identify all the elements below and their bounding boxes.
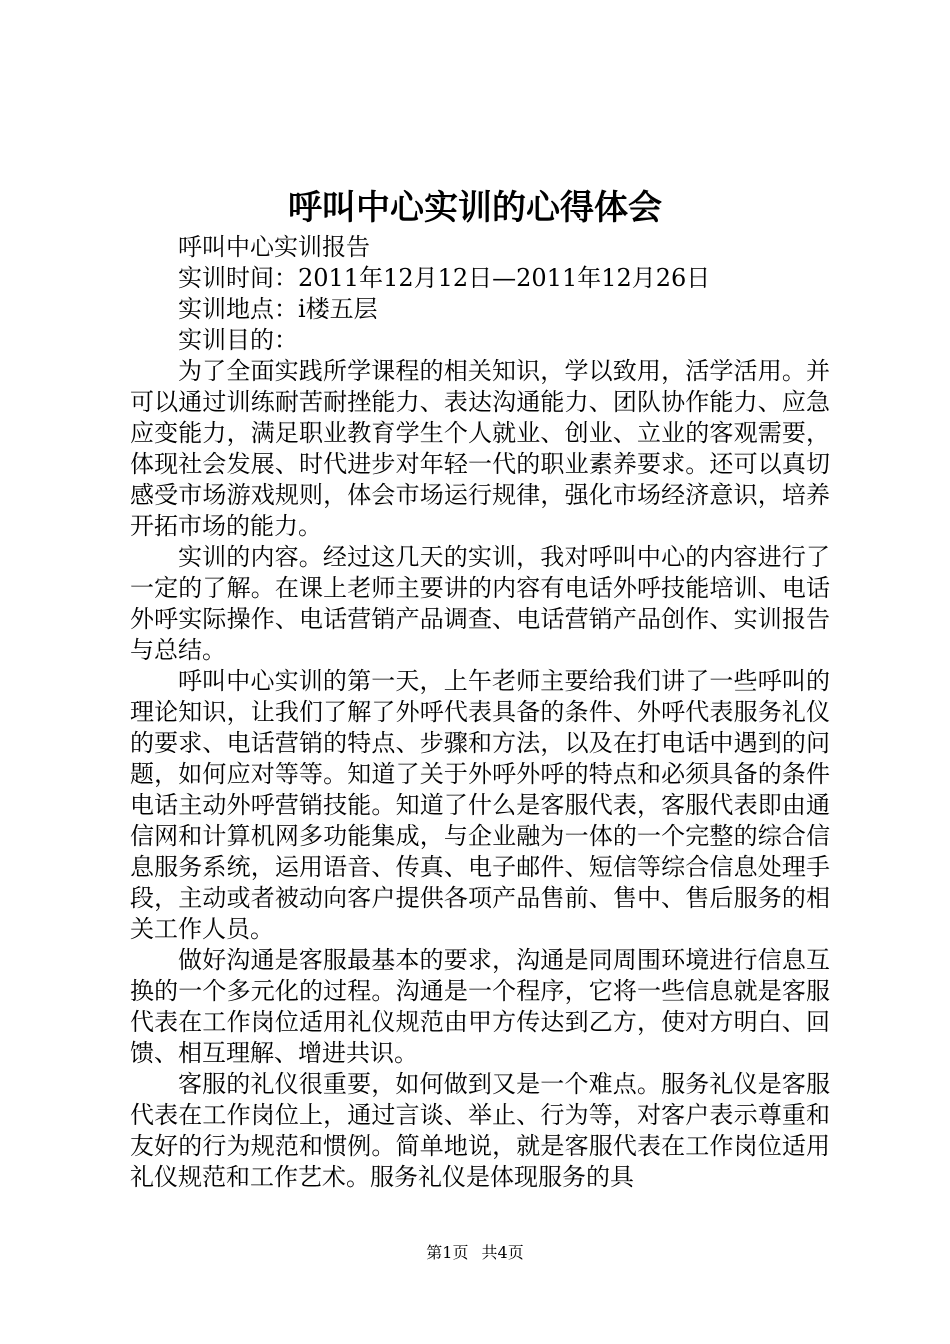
page-total: 共4页 (481, 1243, 524, 1262)
paragraph-etiquette: 客服的礼仪很重要，如何做到又是一个难点。服务礼仪是客服代表在工作岗位上，通过言谈、举止、行为等，对客户表示尊重和友好的行为规范和惯例。简单地说，就是客服代表在工作岗位适用礼仪规范和工作艺术。服务礼仪是体现服务的具 (130, 1070, 830, 1191)
paragraph-communication: 做好沟通是客服最基本的要求，沟通是同周围环境进行信息互换的一个多元化的过程。沟通是一个程序，它将一些信息就是客服代表在工作岗位适用礼仪规范由甲方传达到乙方，使对方明白、回馈、相互理解、增进共识。 (130, 946, 830, 1067)
paragraph-training-location: 实训地点：i楼五层 (178, 295, 378, 323)
paragraph-training-time: 实训时间：2011年12月12日—2011年12月26日 (178, 264, 711, 292)
paragraph-purpose: 为了全面实践所学课程的相关知识，学以致用，活学活用。并可以通过训练耐苦耐挫能力、表达沟通能力、团队协作能力、应急应变能力，满足职业教育学生个人就业、创业、立业的客观需要，体现社会发展、时代进步对年轻一代的职业素养要求。还可以真切感受市场游戏规则，体会市场运行规律，强化市场经济意识，培养开拓市场的能力。 (130, 357, 830, 540)
paragraph-report-heading: 呼叫中心实训报告 (178, 233, 370, 261)
paragraph-content: 实训的内容。经过这几天的实训，我对呼叫中心的内容进行了一定的了解。在课上老师主要讲的内容有电话外呼技能培训、电话外呼实际操作、电话营销产品调查、电话营销产品创作、实训报告与总结。 (130, 543, 830, 664)
document-body (130, 232, 830, 1193)
page-footer (0, 1242, 950, 1264)
document-title: 呼叫中心实训的心得体会 (288, 188, 662, 228)
page-number: 第1页 (426, 1243, 469, 1262)
paragraph-training-purpose-label: 实训目的： (178, 326, 298, 354)
paragraph-first-day: 呼叫中心实训的第一天，上午老师主要给我们讲了一些呼叫的理论知识，让我们了解了外呼代表具备的条件、外呼代表服务礼仪的要求、电话营销的特点、步骤和方法，以及在打电话中遇到的问题，如何应对等等。知道了关于外呼外呼的特点和必须具备的条件电话主动外呼营销技能。知道了什么是客服代表，客服代表即由通信网和计算机网多功能集成，与企业融为一体的一个完整的综合信息服务系统，运用语音、传真、电子邮件、短信等综合信息处理手段，主动或者被动向客户提供各项产品售前、售中、售后服务的相关工作人员。 (130, 667, 830, 943)
